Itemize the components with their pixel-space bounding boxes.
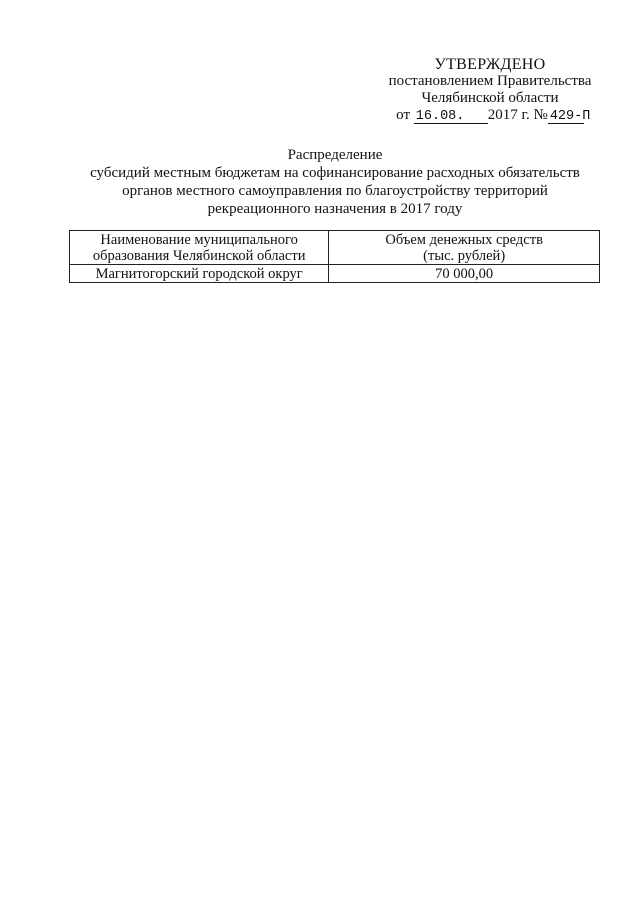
decree-number: 429-П [549,109,591,124]
title-line-2: субсидий местным бюджетам на софинансирование расходных обязательств [90,165,580,181]
approval-heading: УТВЕРЖДЕНО [434,56,546,73]
header-municipality [70,231,329,265]
cell-amount: 70 000,00 [329,265,600,283]
approval-date-line [365,107,615,124]
approval-stamp [365,56,615,124]
header-amount-line-2: (тыс. рублей) [423,248,506,264]
title-line-4: рекреационного назначения в 2017 году [207,201,463,217]
cell-municipality-name: Магнитогорский городской округ [70,265,329,283]
header-municipality-line-2: образования Челябинской области [92,248,306,264]
approval-line-2: Челябинской области [421,90,559,106]
header-municipality-line-1: Наименование муниципального [100,232,298,248]
date-value: 16.08. [414,110,488,124]
year-text: 2017 г. № [487,107,548,123]
title-line-1: Распределение [287,147,383,163]
document-title [60,146,610,218]
table-row [70,265,600,283]
date-prefix: от [396,107,411,123]
table-header-row [70,231,600,265]
distribution-table [69,230,600,283]
title-line-3: органов местного самоуправления по благоустройству территорий [122,183,548,199]
header-amount-line-1: Объем денежных средств [385,232,543,248]
approval-line-1: постановлением Правительства [388,73,592,89]
header-amount [329,231,600,265]
